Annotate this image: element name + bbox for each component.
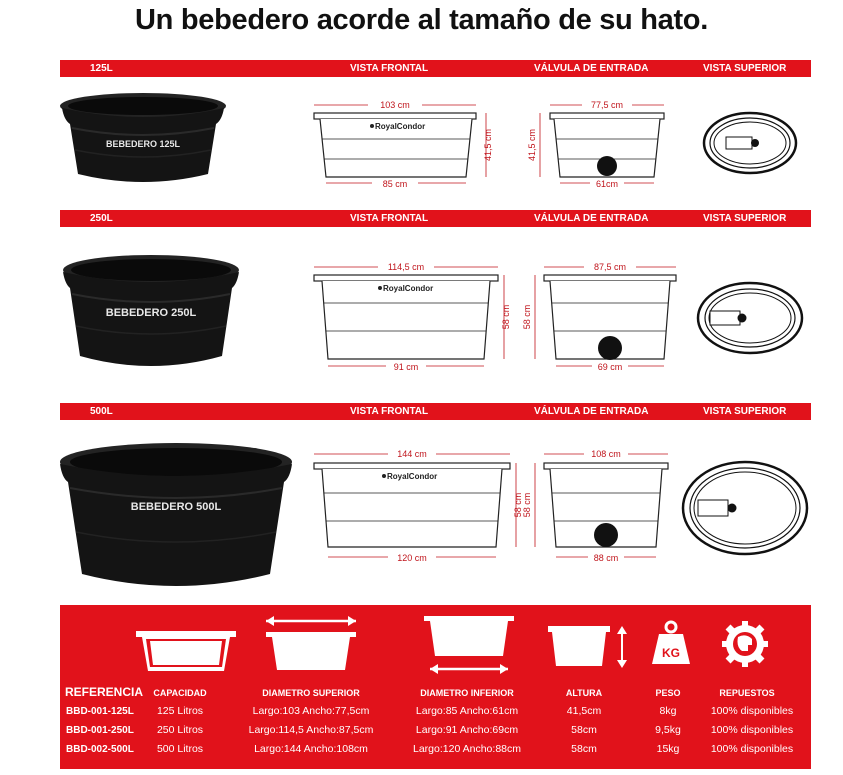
band-valve-view: VÁLVULA DE ENTRADA xyxy=(534,406,649,417)
tub-photo-500 xyxy=(56,440,306,600)
table-row-3-spares: 100% disponibles xyxy=(710,743,794,755)
weight-icon xyxy=(651,620,691,666)
header-height: ALTURA xyxy=(565,688,603,698)
band-top-view: VISTA SUPERIOR xyxy=(703,63,787,74)
table-row-3-top-diameter: Largo:144 Ancho:108cm xyxy=(254,743,368,755)
table-row-1-spares: 100% disponibles xyxy=(710,705,794,717)
top-view-250 xyxy=(694,278,806,358)
dim-valve-height: 41,5 cm xyxy=(527,128,537,162)
dim-valve-bottom: 61cm xyxy=(595,179,619,189)
dim-valve-top: 108 cm xyxy=(591,449,621,459)
dim-front-bottom: 120 cm xyxy=(397,553,427,563)
table-row-2-spares: 100% disponibles xyxy=(710,724,794,736)
table-row-1-bottom-diameter: Largo:85 Ancho:61cm xyxy=(415,705,519,717)
table-row-3-reference: BBD-002-500L xyxy=(66,744,134,755)
header-weight: PESO xyxy=(655,688,681,698)
header-bottom-diameter: DIAMETRO INFERIOR xyxy=(420,688,514,698)
table-row-2-height: 58cm xyxy=(571,724,597,736)
valve-view-500 xyxy=(520,445,680,570)
band-front-view: VISTA FRONTAL xyxy=(350,406,429,417)
table-row-3-height: 58cm xyxy=(571,743,597,755)
section-band-250 xyxy=(60,210,811,227)
section-band-500 xyxy=(60,403,811,420)
dim-front-top: 144 cm xyxy=(397,449,427,459)
dim-front-height: 41,5 cm xyxy=(483,128,493,162)
bottom-diameter-icon xyxy=(420,614,518,678)
valve-view-250 xyxy=(520,255,690,375)
dim-valve-height: 58 cm xyxy=(522,304,532,330)
top-view-500 xyxy=(680,458,810,558)
band-front-view: VISTA FRONTAL xyxy=(350,63,429,74)
dim-front-top: 114,5 cm xyxy=(387,262,425,272)
tub-photo-250 xyxy=(58,252,248,377)
tub-label-250: BEBEDERO 250L xyxy=(105,307,197,319)
top-view-125 xyxy=(700,108,800,178)
table-row-3-weight: 15kg xyxy=(656,743,680,755)
band-top-view: VISTA SUPERIOR xyxy=(703,213,787,224)
dim-front-bottom: 91 cm xyxy=(393,362,419,372)
front-view-250 xyxy=(300,255,520,375)
band-valve-view: VÁLVULA DE ENTRADA xyxy=(534,213,649,224)
band-front-view: VISTA FRONTAL xyxy=(350,213,429,224)
table-row-2-reference: BBD-001-250L xyxy=(66,725,134,736)
spare-parts-icon xyxy=(722,621,768,667)
band-capacity: 125L xyxy=(90,63,113,74)
front-view-125 xyxy=(300,95,500,195)
tub-label-125: BEBEDERO 125L xyxy=(105,139,181,149)
front-view-500 xyxy=(300,445,530,570)
tub-photo-125 xyxy=(58,90,228,190)
table-row-1-weight: 8kg xyxy=(659,705,677,717)
dim-front-top: 103 cm xyxy=(380,100,410,110)
tub-icon xyxy=(134,627,238,675)
dim-valve-bottom: 69 cm xyxy=(597,362,623,372)
dim-valve-height: 58 cm xyxy=(522,492,532,518)
band-valve-view: VÁLVULA DE ENTRADA xyxy=(534,63,649,74)
table-row-2-weight: 9,5kg xyxy=(655,724,681,736)
table-row-3-bottom-diameter: Largo:120 Ancho:88cm xyxy=(413,743,521,755)
table-row-3-capacity: 500 Litros xyxy=(156,743,204,755)
section-band-125 xyxy=(60,60,811,77)
valve-view-125 xyxy=(520,95,680,195)
top-diameter-icon xyxy=(262,614,360,678)
tub-label-500: BEBEDERO 500L xyxy=(130,501,222,513)
brand-logo: RoyalCondor xyxy=(375,122,426,131)
height-icon xyxy=(546,624,630,670)
table-row-1-height: 41,5cm xyxy=(566,705,602,717)
band-capacity: 500L xyxy=(90,406,113,417)
band-capacity: 250L xyxy=(90,213,113,224)
table-row-2-bottom-diameter: Largo:91 Ancho:69cm xyxy=(415,724,519,736)
dim-valve-bottom: 88 cm xyxy=(593,553,619,563)
header-top-diameter: DIAMETRO SUPERIOR xyxy=(262,688,360,698)
brand-logo: RoyalCondor xyxy=(387,472,438,481)
dim-front-height: 58 cm xyxy=(501,304,511,330)
weight-icon-text: KG xyxy=(662,646,680,660)
header-reference: REFERENCIA xyxy=(65,685,144,699)
table-row-2-capacity: 250 Litros xyxy=(156,724,204,736)
header-capacity: CAPACIDAD xyxy=(153,688,207,698)
page-headline: Un bebedero acorde al tamaño de su hato. xyxy=(135,4,708,36)
table-row-1-top-diameter: Largo:103 Ancho:77,5cm xyxy=(252,705,370,717)
band-top-view: VISTA SUPERIOR xyxy=(703,406,787,417)
table-row-2-top-diameter: Largo:114,5 Ancho:87,5cm xyxy=(248,724,374,736)
brand-logo: RoyalCondor xyxy=(383,284,434,293)
table-row-1-capacity: 125 Litros xyxy=(156,705,204,717)
dim-front-bottom: 85 cm xyxy=(382,179,408,189)
dim-front-height: 58 cm xyxy=(513,492,523,518)
dim-valve-top: 87,5 cm xyxy=(593,262,627,272)
header-spares: REPUESTOS xyxy=(719,688,775,698)
dim-valve-top: 77,5 cm xyxy=(590,100,624,110)
table-row-1-reference: BBD-001-125L xyxy=(66,706,134,717)
